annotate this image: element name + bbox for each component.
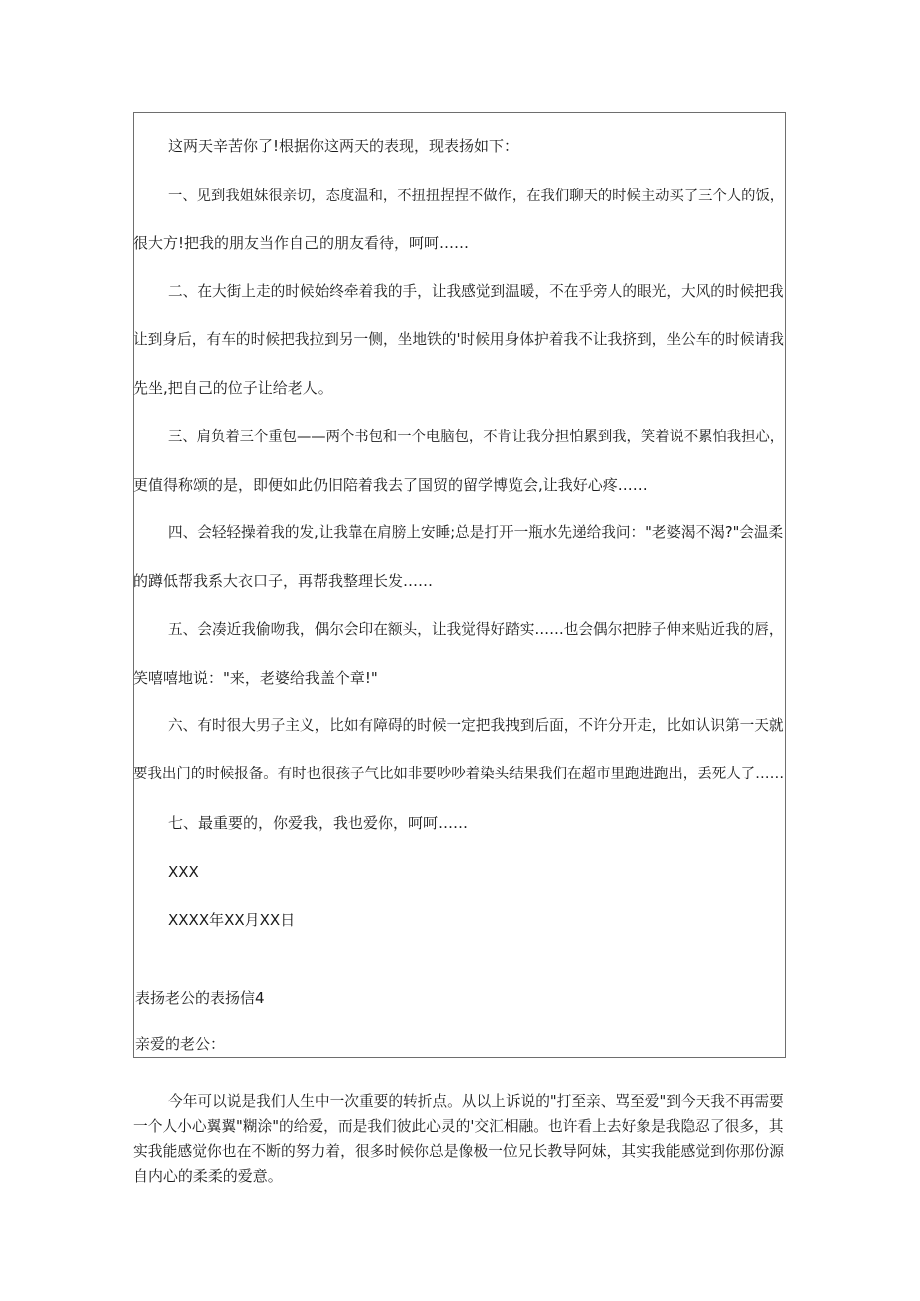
body-paragraph-line-1: 今年可以说是我们人生中一次重要的转折点。从以上诉说的"打至亲、骂至爱"到今天我不再需要 bbox=[168, 1093, 784, 1110]
item-1-line-2: 很大方!把我的朋友当作自己的朋友看待，呵呵…… bbox=[133, 234, 470, 252]
item-7-line-1: 七、最重要的，你爱我，我也爱你，呵呵…… bbox=[168, 814, 469, 832]
next-letter-title: 表扬老公的表扬信4 bbox=[135, 989, 265, 1007]
item-3-line-2: 更值得称颂的是，即便如此仍旧陪着我去了国贸的留学博览会,让我好心疼…… bbox=[133, 476, 648, 494]
body-paragraph-line-3: 实我能感觉你也在不断的努力着，很多时候你总是像极一位兄长教导阿妹，其实我能感觉到你那份源 bbox=[133, 1143, 785, 1160]
body-paragraph-line-4: 自内心的柔柔的爱意。 bbox=[133, 1167, 283, 1185]
item-3-line-1: 三、肩负着三个重包——两个书包和一个电脑包，不肯让我分担怕累到我，笑着说不累怕我担心， bbox=[168, 429, 785, 445]
next-letter-salutation: 亲爱的老公： bbox=[135, 1035, 226, 1053]
item-6-line-1: 六、有时很大男子主义，比如有障碍的时候一定把我拽到后面，不许分开走，比如认识第一天就 bbox=[168, 717, 784, 734]
item-2-line-1: 二、在大街上走的时候始终牵着我的手，让我感觉到温暖，不在乎旁人的眼光，大风的时候把我 bbox=[168, 283, 784, 300]
item-1-line-1: 一、见到我姐妹很亲切，态度温和，不扭扭捏捏不做作，在我们聊天的时候主动买了三个人的饭， bbox=[168, 188, 785, 204]
item-5-line-1: 五、会凑近我偷吻我，偶尔会印在额头，让我觉得好踏实……也会偶尔把脖子伸来贴近我的唇， bbox=[168, 621, 784, 638]
item-2-line-2: 让到身后，有车的时候把我拉到另一侧，坐地铁的'时候用身体护着我不让我挤到，坐公车的时候请我 bbox=[133, 331, 784, 348]
body-paragraph-line-2: 一个人小心翼翼"糊涂"的给爱，而是我们彼此心灵的'交汇相融。也许看上去好象是我隐忍了很多，其 bbox=[133, 1118, 784, 1135]
item-5-line-2: 笑嘻嘻地说："来，老婆给我盖个章!" bbox=[133, 669, 378, 687]
item-4-line-2: 的蹲低帮我系大衣口子，再帮我整理长发…… bbox=[133, 572, 434, 590]
item-6-line-2: 要我出门的时候报备。有时也很孩子气比如非要吵吵着染头结果我们在超市里跑进跑出，丢死人了…… bbox=[133, 766, 785, 782]
date: XXXX年XX月XX日 bbox=[168, 911, 296, 929]
signature: XXX bbox=[168, 863, 199, 881]
item-4-line-1: 四、会轻轻操着我的发,让我靠在肩膀上安睡;总是打开一瓶水先递给我问："老婆渴不渴?"会温柔 bbox=[168, 524, 784, 541]
item-2-line-3: 先坐,把自己的位子让给老人。 bbox=[133, 379, 333, 397]
greeting-line: 这两天辛苦你了!根据你这两天的表现，现表扬如下： bbox=[168, 137, 520, 155]
